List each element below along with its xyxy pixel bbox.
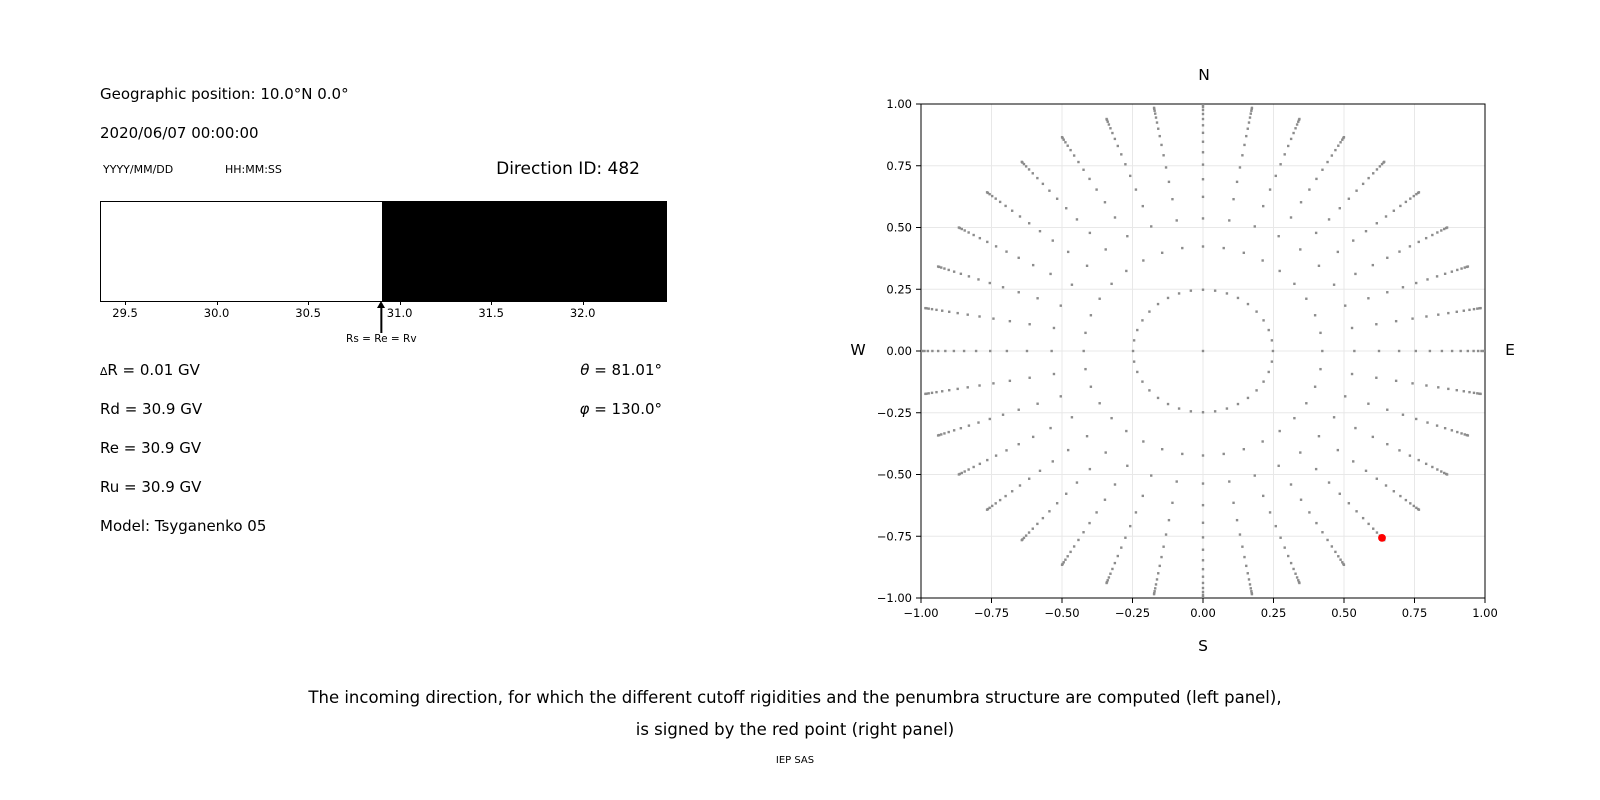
phi-value (580, 401, 662, 418)
x-tick-label: −0.50 (1044, 606, 1080, 620)
penumbra-tick (125, 301, 126, 305)
y-tick-label: −1.00 (876, 591, 912, 605)
geographic-position: Geographic position: 10.0°N 0.0° (100, 85, 349, 103)
y-tick-label: −0.50 (876, 467, 912, 482)
caption (100, 688, 1490, 766)
x-tick-label: −0.25 (1114, 606, 1151, 620)
y-tick-label: 1.00 (886, 97, 912, 111)
penumbra-tick (583, 301, 584, 305)
theta-text: = 81.01° (589, 361, 662, 379)
red-direction-point (1378, 534, 1386, 542)
ru-value: Ru = 30.9 GV (100, 478, 202, 496)
sky-direction-plot (840, 50, 1540, 660)
penumbra-tick-label: 30.5 (295, 306, 321, 320)
model-name: Model: Tsyganenko 05 (100, 517, 267, 535)
y-tick-label: 0.00 (886, 344, 912, 358)
y-tick-label: 0.25 (886, 282, 912, 297)
phi-symbol: φ (579, 400, 590, 418)
delta-r-value (100, 362, 200, 380)
delta-symbol: ∆ (100, 365, 108, 378)
y-tick-label: 0.50 (886, 220, 912, 235)
x-tick-label: 0.25 (1260, 606, 1287, 620)
direction-id: Direction ID: 482 (496, 159, 640, 179)
credit: IEP SAS (775, 755, 815, 766)
penumbra-tick (217, 301, 218, 305)
penumbra-tick (491, 301, 492, 305)
phi-text: = 130.0° (589, 400, 662, 418)
caption-line1: The incoming direction, for which the different cutoff rigidities and the penumbra structure are computed (left panel), (308, 688, 1282, 707)
x-tick-label: 0.00 (1190, 606, 1216, 620)
rd-value: Rd = 30.9 GV (100, 400, 203, 418)
observation-datetime: 2020/06/07 00:00:00 (100, 124, 259, 142)
compass-label-w: W (850, 341, 866, 359)
compass-label-s: S (1198, 637, 1208, 655)
penumbra-tick (400, 301, 401, 305)
x-tick-label: 1.00 (1472, 606, 1498, 620)
x-tick-label: −1.00 (903, 606, 939, 620)
compass-label-e: E (1505, 341, 1515, 359)
delta-r-text: R = 0.01 GV (107, 361, 200, 379)
x-tick-label: 0.75 (1401, 606, 1428, 620)
y-tick-label: −0.75 (876, 529, 912, 544)
x-tick-label: 0.50 (1331, 606, 1357, 620)
penumbra-segment-forbidden (382, 202, 666, 301)
cutoff-arrow-label: Rs = Re = Rv (346, 333, 417, 345)
penumbra-tick (308, 301, 309, 305)
time-format-hint: HH:MM:SS (225, 163, 282, 176)
penumbra-tick-label: 31.5 (478, 306, 504, 320)
theta-value (580, 362, 662, 379)
penumbra-tick-label: 32.0 (569, 306, 596, 320)
penumbra-chart (100, 201, 667, 302)
theta-symbol: θ (580, 361, 590, 379)
caption-line2: is signed by the red point (right panel) (635, 720, 955, 739)
penumbra-tick-label: 31.0 (386, 306, 413, 320)
penumbra-tick-label: 29.5 (112, 306, 138, 320)
cutoff-arrow-shaft (381, 308, 382, 333)
re-value: Re = 30.9 GV (100, 439, 202, 457)
penumbra-segment-allowed (101, 202, 382, 301)
y-tick-label: −0.25 (876, 405, 912, 420)
x-tick-label: −0.75 (973, 606, 1010, 620)
compass-label-n: N (1198, 66, 1210, 84)
penumbra-tick-label: 30.0 (203, 306, 230, 320)
date-format-hint: YYYY/MM/DD (103, 163, 174, 176)
cutoff-arrow-head (377, 301, 385, 308)
y-tick-label: 0.75 (886, 158, 912, 173)
